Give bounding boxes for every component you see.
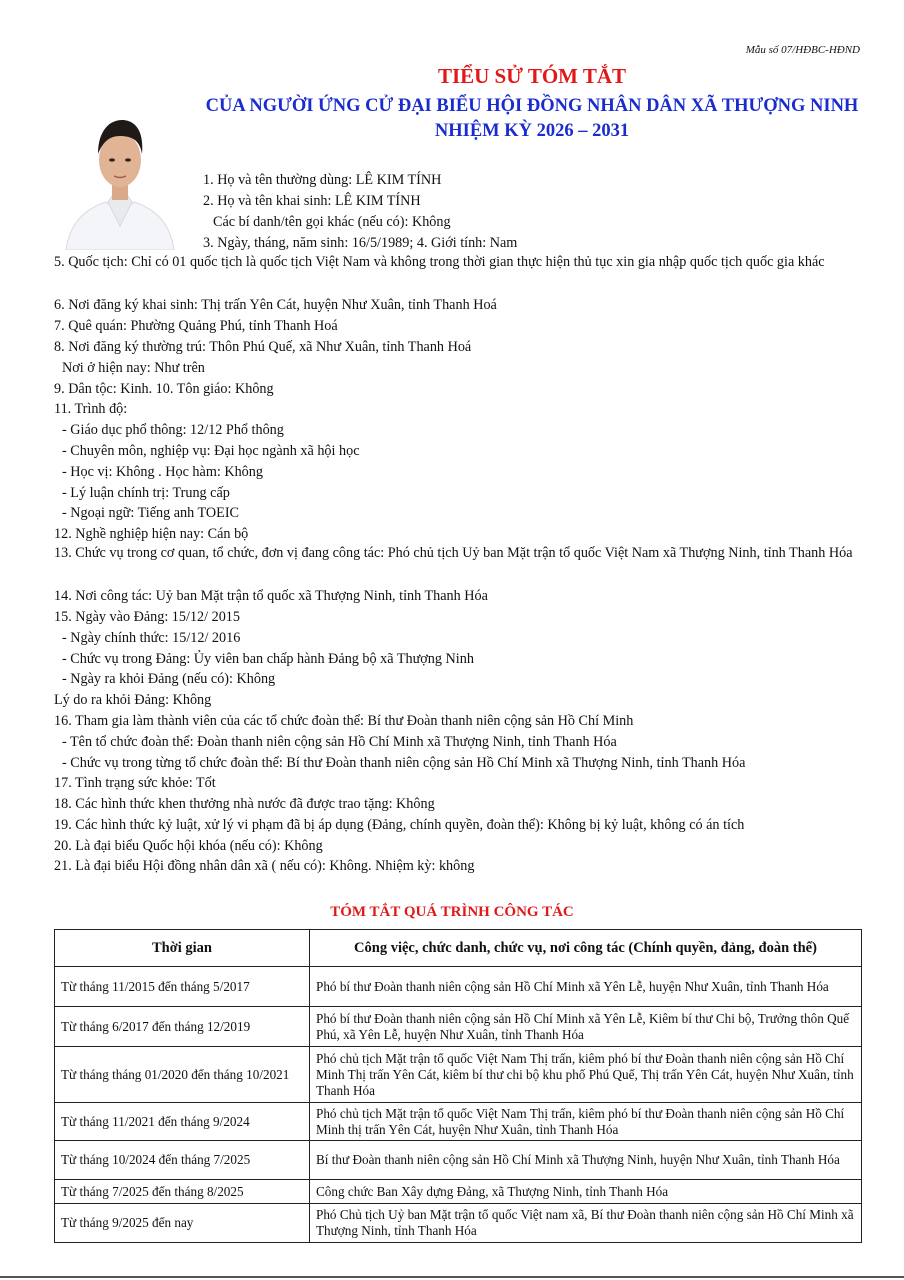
row-time: Từ tháng 11/2015 đến tháng 5/2017 [55,967,310,1007]
row-description: Phó chủ tịch Mặt trận tổ quốc Việt Nam Thị trấn, kiêm phó bí thư Đoàn thanh niên cộng sản Hồ Chí Minh Thị trấn Yên Cát, kiêm bí thư chi bộ khu phố Phú Quế, Thị trấn Yên Cát, huyện Như Xuân, tỉnh Thanh Hóa [310,1047,862,1103]
general-education: - Giáo dục phổ thông: 12/12 Phổ thông [62,422,284,438]
document-title: TIỂU SỬ TÓM TẮT [437,64,627,88]
row-time: Từ tháng 7/2025 đến tháng 8/2025 [55,1180,310,1204]
table-row [55,1180,862,1204]
current-residence: Nơi ở hiện nay: Như trên [62,360,205,376]
party-join-date: 15. Ngày vào Đảng: 15/12/ 2015 [54,609,240,625]
table-row [55,1103,862,1141]
birth-name: 2. Họ và tên khai sinh: LÊ KIM TÍNH [203,193,421,209]
academic-degree: - Học vị: Không . Học hàm: Không [62,464,263,480]
table-row [55,967,862,1007]
foreign-language: - Ngoại ngữ: Tiếng anh TOEIC [62,505,240,521]
table-row [55,1007,862,1047]
disciplinary-record: 19. Các hình thức kỷ luật, xử lý vi phạm đã bị áp dụng (Đảng, chính quyền, đoàn thể): Không bị kỷ luật, không có án tích [54,817,745,833]
row-time: Từ tháng tháng 01/2020 đến tháng 10/2021 [55,1047,310,1103]
ethnicity-religion: 9. Dân tộc: Kinh. 10. Tôn giáo: Không [54,381,274,397]
row-description: Phó Chủ tịch Uỷ ban Mặt trận tổ quốc Việt nam xã, Bí thư Đoàn thanh niên cộng sản Hồ Chí Minh xã Thượng Ninh, tỉnh Thanh Hóa [310,1204,862,1243]
education-heading: 11. Trình độ: [54,401,128,417]
work-history-title: TÓM TẮT QUÁ TRÌNH CÔNG TÁC [330,904,574,920]
party-official-date: - Ngày chính thức: 15/12/ 2016 [62,630,241,646]
party-position: - Chức vụ trong Đảng: Ủy viên ban chấp hành Đảng bộ xã Thượng Ninh [62,651,474,667]
specialization: - Chuyên môn, nghiệp vụ: Đại học ngành xã hội học [62,443,360,459]
current-position: 13. Chức vụ trong cơ quan, tổ chức, đơn vị đang công tác: Phó chủ tịch Uỷ ban Mặt trận tổ quốc Việt Nam xã Thượng Ninh, tỉnh Thanh Hóa [54,545,853,561]
aliases: Các bí danh/tên gọi khác (nếu có): Không [213,214,451,230]
permanent-residence: 8. Nơi đăng ký thường trú: Thôn Phú Quế, xã Như Xuân, tỉnh Thanh Hoá [54,339,472,355]
health-status: 17. Tình trạng sức khỏe: Tốt [54,775,216,791]
table-header-row [55,930,862,967]
row-description: Phó bí thư Đoàn thanh niên cộng sản Hồ Chí Minh xã Yên Lễ, huyện Như Xuân, tỉnh Thanh Hóa [310,967,862,1007]
current-occupation: 12. Nghề nghiệp hiện nay: Cán bộ [54,526,249,542]
peoples-council: 21. Là đại biểu Hội đồng nhân dân xã ( nếu có): Không. Nhiệm kỳ: không [54,858,475,874]
organizations: 16. Tham gia làm thành viên của các tổ chức đoàn thể: Bí thư Đoàn thanh niên cộng sản Hồ Chí Minh [54,713,634,729]
row-description: Bí thư Đoàn thanh niên cộng sản Hồ Chí Minh xã Thượng Ninh, huyện Như Xuân, tỉnh Thanh Hóa [310,1141,862,1180]
hometown: 7. Quê quán: Phường Quảng Phú, tỉnh Thanh Hoá [54,318,338,334]
row-time: Từ tháng 11/2021 đến tháng 9/2024 [55,1103,310,1141]
workplace: 14. Nơi công tác: Uỷ ban Mặt trận tổ quốc xã Thượng Ninh, tỉnh Thanh Hóa [54,588,488,604]
full-name: 1. Họ và tên thường dùng: LÊ KIM TÍNH [203,172,442,188]
row-time: Từ tháng 6/2017 đến tháng 12/2019 [55,1007,310,1047]
candidate-portrait-photo [58,102,182,250]
row-time: Từ tháng 10/2024 đến tháng 7/2025 [55,1141,310,1180]
party-leave-reason: Lý do ra khỏi Đảng: Không [54,692,212,708]
form-number: Mẫu số 07/HĐBC-HĐND [745,44,860,56]
work-history-table [54,929,862,1243]
column-header-time: Thời gian [55,930,310,967]
row-description: Phó bí thư Đoàn thanh niên cộng sản Hồ Chí Minh xã Yên Lễ, Kiêm bí thư Chi bộ, Trưởng thôn Quế Phú, xã Yên Lễ, huyện Như Xuân, tỉnh Thanh Hóa [310,1007,862,1047]
birth-date-gender: 3. Ngày, tháng, năm sinh: 16/5/1989; 4. Giới tính: Nam [203,235,518,251]
row-time: Từ tháng 9/2025 đến nay [55,1204,310,1243]
page-bottom-edge [0,1276,904,1278]
organization-position: - Chức vụ trong từng tổ chức đoàn thể: Bí thư Đoàn thanh niên cộng sản Hồ Chí Minh xã Thượng Ninh, tỉnh Thanh Hóa [62,755,746,771]
national-assembly: 20. Là đại biểu Quốc hội khóa (nếu có): Không [54,838,323,854]
column-header-description: Công việc, chức danh, chức vụ, nơi công tác (Chính quyền, đảng, đoàn thể) [310,930,862,967]
document-subtitle: CỦA NGƯỜI ỨNG CỬ ĐẠI BIỂU HỘI ĐỒNG NHÂN DÂN XÃ THƯỢNG NINH [205,96,859,116]
row-description: Phó chủ tịch Mặt trận tổ quốc Việt Nam Thị trấn, kiêm phó bí thư Đoàn thanh niên cộng sản Hồ Chí Minh thị trấn Yên Cát, huyện Như Xuân, tỉnh Thanh Hóa [310,1103,862,1141]
party-leave-date: - Ngày ra khỏi Đảng (nếu có): Không [62,671,276,687]
organization-name: - Tên tổ chức đoàn thể: Đoàn thanh niên cộng sản Hồ Chí Minh xã Thượng Ninh, tỉnh Thanh Hóa [62,734,617,750]
awards: 18. Các hình thức khen thưởng nhà nước đã được trao tặng: Không [54,796,435,812]
nationality: 5. Quốc tịch: Chỉ có 01 quốc tịch là quốc tịch Việt Nam và không trong thời gian thực hiện thủ tục xin gia nhập quốc tịch quốc gia khác [54,254,825,270]
table-row [55,1047,862,1103]
table-row [55,1141,862,1180]
row-description: Công chức Ban Xây dựng Đảng, xã Thượng Ninh, tỉnh Thanh Hóa [310,1180,862,1204]
table-row [55,1204,862,1243]
birth-registration: 6. Nơi đăng ký khai sinh: Thị trấn Yên Cát, huyện Như Xuân, tỉnh Thanh Hoá [54,297,497,313]
document-term: NHIỆM KỲ 2026 – 2031 [434,121,630,141]
political-theory: - Lý luận chính trị: Trung cấp [62,485,230,501]
